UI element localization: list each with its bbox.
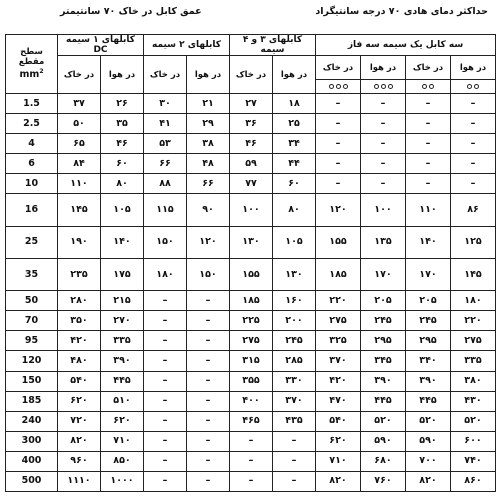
table-cell: – — [316, 94, 361, 114]
table-cell: ۶۲۰ — [58, 391, 101, 411]
table-cell: ۶۲۰ — [316, 431, 361, 451]
flat-arrangement-soil — [316, 80, 361, 94]
cross-section-cell: 25 — [6, 226, 58, 258]
table-cell: ۱۷۰ — [361, 258, 406, 290]
table-cell: ۳۴۵ — [361, 351, 406, 371]
table-cell: – — [406, 114, 451, 134]
table-cell: ۲۴۵ — [406, 311, 451, 331]
cross-section-unit — [6, 67, 57, 80]
table-cell: ۲۸۵ — [273, 351, 316, 371]
three-four-core-soil-header: در خاک — [230, 56, 273, 94]
table-cell: – — [316, 114, 361, 134]
table-cell: – — [361, 154, 406, 174]
sc3p-air-header-a: در هوا — [451, 56, 496, 80]
three-four-core-air-header: در هوا — [273, 56, 316, 94]
table-cell: – — [144, 371, 187, 391]
cross-section-cell: 10 — [6, 174, 58, 194]
table-cell: ۵۴۰ — [316, 411, 361, 431]
table-cell: ۳۱۵ — [230, 351, 273, 371]
table-cell: – — [273, 451, 316, 471]
table-cell: – — [361, 174, 406, 194]
unit-text: mm — [19, 69, 40, 81]
table-cell: ۷۱۰ — [101, 431, 144, 451]
cross-section-cell: 240 — [6, 411, 58, 431]
table-cell: – — [144, 331, 187, 351]
table-cell: ۳۵۰ — [58, 311, 101, 331]
table-cell: ۳۳۵ — [101, 331, 144, 351]
table-cell: ۱۰۰۰ — [101, 471, 144, 491]
table-cell: ۶۶ — [144, 154, 187, 174]
flat-circles-icon — [361, 84, 405, 89]
table-cell: ۲۲۵ — [230, 311, 273, 331]
table-cell: ۶۰ — [101, 154, 144, 174]
table-cell: ۴۰۰ — [230, 391, 273, 411]
table-cell: ۲۰۰ — [273, 311, 316, 331]
table-cell: ۸۰ — [273, 194, 316, 226]
table-cell: ۵۲۰ — [451, 411, 496, 431]
table-cell: ۴۴۵ — [101, 371, 144, 391]
table-cell: ۶۰ — [273, 174, 316, 194]
three-four-core-header: کابلهای ۳ و ۴ سیمه — [230, 35, 316, 56]
table-cell: ۱۳۰ — [230, 226, 273, 258]
table-cell: ۲۹۵ — [406, 331, 451, 351]
one-core-air-header: در هوا — [101, 56, 144, 94]
table-cell: ۱۵۰ — [187, 258, 230, 290]
table-cell: ۷۱۰ — [316, 451, 361, 471]
table-cell: ۱۲۵ — [451, 226, 496, 258]
table-cell: – — [451, 94, 496, 114]
table-cell: ۲۷۰ — [101, 311, 144, 331]
table-cell: – — [361, 134, 406, 154]
table-cell: – — [144, 471, 187, 491]
table-cell: ۲۶ — [101, 94, 144, 114]
table-cell: ۳۲۵ — [316, 331, 361, 351]
table-cell: – — [144, 451, 187, 471]
table-row — [6, 194, 496, 226]
table-cell: – — [451, 114, 496, 134]
cross-section-cell: 35 — [6, 258, 58, 290]
table-cell: ۳۵۵ — [230, 371, 273, 391]
table-cell: – — [273, 471, 316, 491]
table-cell: – — [230, 471, 273, 491]
table-cell: ۷۲۰ — [58, 411, 101, 431]
table-cell: ۱۰۰ — [230, 194, 273, 226]
table-row — [6, 134, 496, 154]
flat-arrangement-air — [361, 80, 406, 94]
table-cell: ۶۰۰ — [451, 431, 496, 451]
cross-section-cell: 1.5 — [6, 94, 58, 114]
table-cell: – — [406, 94, 451, 114]
table-cell: ۳۵ — [101, 114, 144, 134]
table-cell: ۲۵ — [273, 114, 316, 134]
max-temperature-note: حداکثر دمای هادی ۷۰ درجه سانتیگراد — [315, 6, 488, 17]
table-cell: ۶۶ — [187, 174, 230, 194]
table-cell: ۲۱۵ — [101, 291, 144, 311]
table-cell: ۱۳۰ — [273, 258, 316, 290]
table-cell: ۴۷۰ — [316, 391, 361, 411]
table-cell: ۱۰۰ — [361, 194, 406, 226]
table-cell: ۳۹۰ — [101, 351, 144, 371]
table-cell: ۳۰ — [144, 94, 187, 114]
table-cell: ۸۴ — [58, 154, 101, 174]
table-cell: ۳۷ — [58, 94, 101, 114]
table-cell: ۴۳۰ — [451, 391, 496, 411]
table-cell: – — [144, 351, 187, 371]
table-cell: ۱۸۵ — [316, 258, 361, 290]
table-cell: ۴۴۵ — [406, 391, 451, 411]
table-cell: ۹۰ — [187, 194, 230, 226]
table-cell: ۳۳۰ — [273, 371, 316, 391]
table-row — [6, 311, 496, 331]
table-row — [6, 351, 496, 371]
cross-section-cell: 300 — [6, 431, 58, 451]
table-row — [6, 451, 496, 471]
table-row — [6, 154, 496, 174]
single-core-three-phase-header: سه کابل یک سیمه سه فاز — [316, 35, 496, 56]
table-cell: ۴۱ — [144, 114, 187, 134]
table-cell: ۷۰۰ — [406, 451, 451, 471]
table-cell: ۱۱۰ — [406, 194, 451, 226]
table-row — [6, 258, 496, 290]
table-cell: ۳۸۰ — [451, 371, 496, 391]
table-cell: ۴۸۰ — [58, 351, 101, 371]
table-cell: ۱۰۵ — [101, 194, 144, 226]
table-cell: ۱۲۰ — [187, 226, 230, 258]
table-cell: ۸۲۰ — [58, 431, 101, 451]
table-cell: ۷۷ — [230, 174, 273, 194]
table-row — [6, 471, 496, 491]
cross-section-cell: 4 — [6, 134, 58, 154]
table-cell: ۳۷۰ — [316, 351, 361, 371]
cross-section-cell: 95 — [6, 331, 58, 351]
table-cell: ۴۶۵ — [230, 411, 273, 431]
table-cell: – — [230, 451, 273, 471]
cross-section-header — [6, 35, 58, 94]
table-cell: – — [187, 331, 230, 351]
table-cell: ۲۷۵ — [316, 311, 361, 331]
table-cell: ۲۷ — [230, 94, 273, 114]
table-cell: ۱۸۵ — [230, 291, 273, 311]
table-cell: ۲۲۰ — [451, 311, 496, 331]
table-cell: ۴۲۰ — [58, 331, 101, 351]
table-cell: ۴۸ — [187, 154, 230, 174]
table-cell: – — [316, 154, 361, 174]
table-cell: ۸۰ — [101, 174, 144, 194]
table-cell: ۵۹۰ — [361, 431, 406, 451]
table-cell: ۵۰ — [58, 114, 101, 134]
table-cell: ۲۳۵ — [58, 258, 101, 290]
table-cell: ۳۸ — [187, 134, 230, 154]
table-cell: ۳۹۰ — [361, 371, 406, 391]
sc3p-air-header-b: در هوا — [361, 56, 406, 80]
table-cell: ۲۸۰ — [58, 291, 101, 311]
table-cell: ۲۰۵ — [361, 291, 406, 311]
table-cell: ۱۸۰ — [144, 258, 187, 290]
table-cell: ۲۴۵ — [361, 311, 406, 331]
table-cell: ۱۵۵ — [230, 258, 273, 290]
table-cell: ۱۱۵ — [144, 194, 187, 226]
table-row — [6, 174, 496, 194]
table-row — [6, 114, 496, 134]
flat-circles-icon — [316, 84, 360, 89]
table-cell: – — [187, 311, 230, 331]
table-cell: – — [144, 291, 187, 311]
table-row — [6, 226, 496, 258]
cross-section-cell: 185 — [6, 391, 58, 411]
cross-section-cell: 150 — [6, 371, 58, 391]
table-cell: ۳۹۰ — [406, 371, 451, 391]
table-cell: ۷۶۰ — [361, 471, 406, 491]
sc3p-soil-header-b: در خاک — [316, 56, 361, 80]
table-cell: ۸۵۰ — [101, 451, 144, 471]
cross-section-cell: 70 — [6, 311, 58, 331]
table-cell: ۹۶۰ — [58, 451, 101, 471]
two-core-header: کابلهای ۲ سیمه — [144, 35, 230, 56]
table-cell: ۳۴۰ — [406, 351, 451, 371]
table-cell: ۱۱۱۰ — [58, 471, 101, 491]
cross-section-label: سطح مقطع — [18, 47, 45, 68]
table-cell: – — [316, 134, 361, 154]
table-cell: ۲۹۵ — [361, 331, 406, 351]
table-cell: ۲۷۵ — [230, 331, 273, 351]
cross-section-cell: 2.5 — [6, 114, 58, 134]
table-cell: ۲۱ — [187, 94, 230, 114]
table-cell: ۴۴ — [273, 154, 316, 174]
table-cell: ۴۲۰ — [316, 371, 361, 391]
table-cell: ۶۸۰ — [361, 451, 406, 471]
table-cell: ۱۲۰ — [316, 194, 361, 226]
table-cell: – — [187, 291, 230, 311]
table-row — [6, 371, 496, 391]
table-cell: ۴۳۵ — [273, 411, 316, 431]
table-cell: ۱۵۰ — [144, 226, 187, 258]
table-cell: ۳۳۵ — [451, 351, 496, 371]
table-cell: ۱۴۵ — [58, 194, 101, 226]
cross-section-cell: 500 — [6, 471, 58, 491]
table-cell: – — [273, 431, 316, 451]
one-core-soil-header: در خاک — [58, 56, 101, 94]
table-cell: ۵۳ — [144, 134, 187, 154]
two-core-air-header: در هوا — [187, 56, 230, 94]
table-cell: ۶۵ — [58, 134, 101, 154]
table-cell: ۵۹ — [230, 154, 273, 174]
table-cell: – — [144, 391, 187, 411]
table-cell: ۲۹ — [187, 114, 230, 134]
cross-section-cell: 50 — [6, 291, 58, 311]
table-cell: – — [187, 451, 230, 471]
cross-section-cell: 400 — [6, 451, 58, 471]
table-row — [6, 291, 496, 311]
table-cell: – — [187, 351, 230, 371]
table-cell: ۱۴۰ — [406, 226, 451, 258]
table-cell: – — [230, 431, 273, 451]
table-cell: ۲۷۵ — [451, 331, 496, 351]
table-cell: ۱۹۰ — [58, 226, 101, 258]
table-row — [6, 391, 496, 411]
table-cell: ۳۴ — [273, 134, 316, 154]
table-cell: ۸۲۰ — [406, 471, 451, 491]
table-cell: ۱۰۵ — [273, 226, 316, 258]
burial-depth-note: عمق کابل در خاک ۷۰ سانتیمتر — [60, 6, 202, 17]
table-cell: – — [451, 154, 496, 174]
table-cell: ۱۳۵ — [361, 226, 406, 258]
table-cell: – — [361, 114, 406, 134]
table-cell: – — [144, 311, 187, 331]
table-cell: ۴۶ — [230, 134, 273, 154]
table-cell: – — [406, 174, 451, 194]
table-cell: ۷۴۰ — [451, 451, 496, 471]
table-cell: ۱۱۰ — [58, 174, 101, 194]
table-cell: ۱۶۰ — [273, 291, 316, 311]
table-cell: ۱۷۵ — [101, 258, 144, 290]
cross-section-cell: 16 — [6, 194, 58, 226]
table-cell: ۱۴۰ — [101, 226, 144, 258]
triangle-circles-icon — [451, 84, 495, 89]
table-row — [6, 431, 496, 451]
triangle-arrangement-soil — [406, 80, 451, 94]
table-cell: ۲۰۵ — [406, 291, 451, 311]
table-cell: – — [187, 411, 230, 431]
cross-section-cell: 120 — [6, 351, 58, 371]
table-cell: ۲۴۵ — [273, 331, 316, 351]
unit-superscript: 2 — [39, 68, 44, 76]
table-cell: ۵۲۰ — [361, 411, 406, 431]
table-cell: ۴۶ — [101, 134, 144, 154]
table-row — [6, 411, 496, 431]
table-cell: ۸۸ — [144, 174, 187, 194]
table-cell: ۱۴۵ — [451, 258, 496, 290]
table-cell: – — [451, 134, 496, 154]
table-cell: ۸۶۰ — [451, 471, 496, 491]
table-cell: ۶۲۰ — [101, 411, 144, 431]
cross-section-cell: 6 — [6, 154, 58, 174]
table-cell: – — [144, 431, 187, 451]
table-cell: – — [187, 471, 230, 491]
table-row — [6, 94, 496, 114]
sc3p-soil-header-a: در خاک — [406, 56, 451, 80]
table-cell: ۳۷۰ — [273, 391, 316, 411]
table-cell: ۵۱۰ — [101, 391, 144, 411]
triangle-circles-icon — [406, 84, 450, 89]
triangle-arrangement-air — [451, 80, 496, 94]
table-cell: – — [187, 391, 230, 411]
table-cell: – — [361, 94, 406, 114]
table-cell: ۱۸۰ — [451, 291, 496, 311]
table-cell: ۴۴۵ — [361, 391, 406, 411]
table-cell: ۲۲۰ — [316, 291, 361, 311]
table-cell: ۵۲۰ — [406, 411, 451, 431]
table-cell: ۵۹۰ — [406, 431, 451, 451]
two-core-soil-header: در خاک — [144, 56, 187, 94]
table-cell: – — [187, 431, 230, 451]
table-cell: ۸۶ — [451, 194, 496, 226]
table-cell: – — [451, 174, 496, 194]
one-core-dc-header: کابلهای ۱ سیمه DC — [58, 35, 144, 56]
table-cell: ۱۵۵ — [316, 226, 361, 258]
table-row — [6, 331, 496, 351]
table-cell: ۸۲۰ — [316, 471, 361, 491]
table-cell: – — [406, 134, 451, 154]
ampacity-table-body — [6, 94, 496, 492]
table-cell: – — [144, 411, 187, 431]
ampacity-table — [5, 34, 496, 492]
table-cell: – — [187, 371, 230, 391]
table-cell: – — [406, 154, 451, 174]
table-cell: ۳۶ — [230, 114, 273, 134]
table-cell: – — [316, 174, 361, 194]
table-cell: ۱۸ — [273, 94, 316, 114]
table-cell: ۵۴۰ — [58, 371, 101, 391]
table-cell: ۱۷۰ — [406, 258, 451, 290]
